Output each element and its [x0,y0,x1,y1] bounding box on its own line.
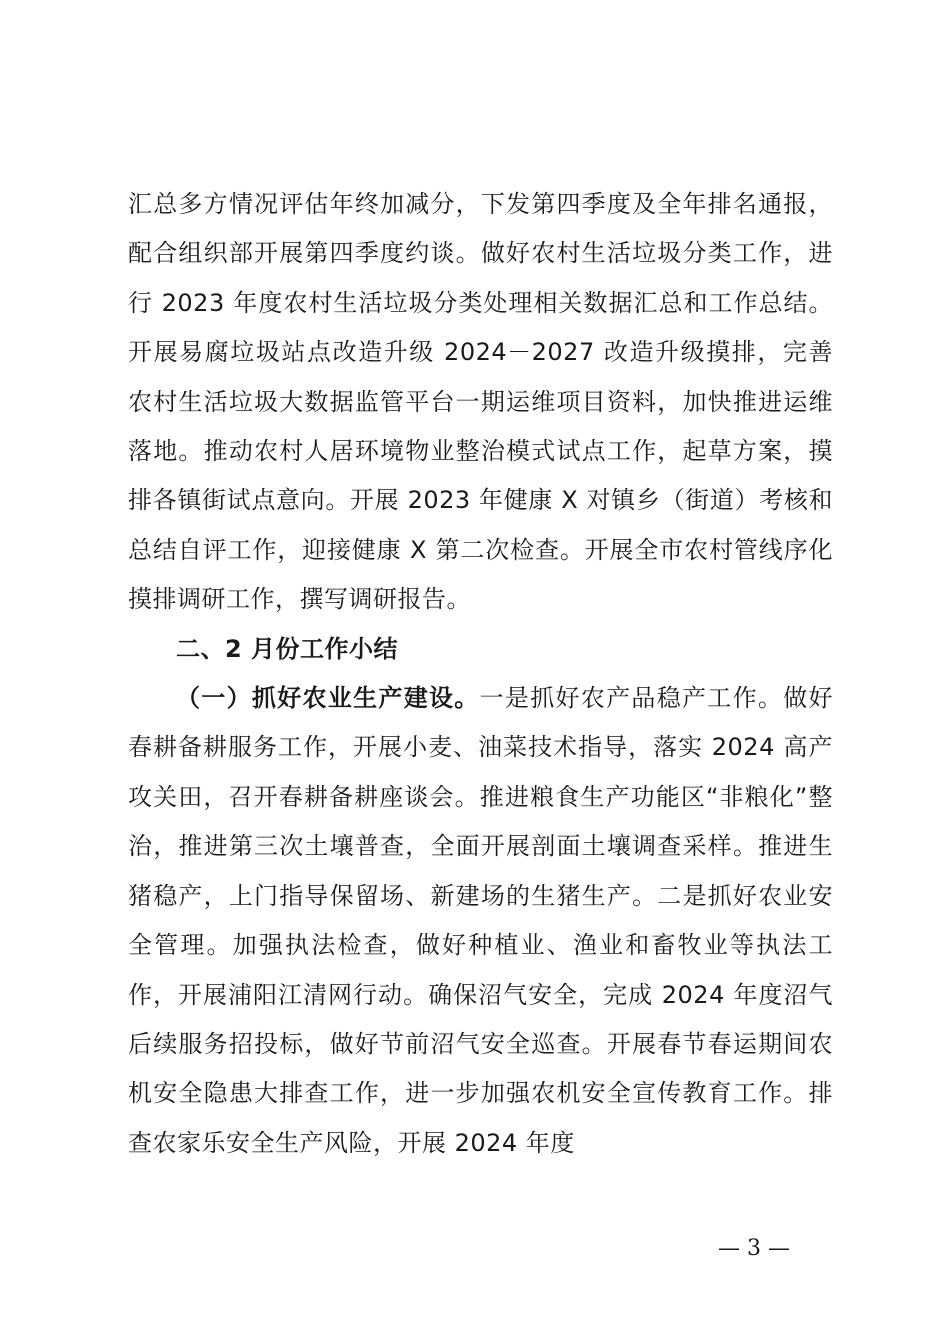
document-body [128,180,833,1168]
continued-paragraph: 汇总多方情况评估年终加减分，下发第四季度及全年排名通报，配合组织部开展第四季度约谈。做好农村生活垃圾分类工作，进行 2023 年度农村生活垃圾分类处理相关数据汇总和工作总结。开展易腐垃圾站点改造升级 2024－2027 改造升级摸排，完善农村生活垃圾大数据监管平台一期运维项目资料，加快推进运维落地。推动农村人居环境物业整治模式试点工作，起草方案，摸排各镇街试点意向。开展 2023 年健康 X 对镇乡（街道）考核和总结自评工作，迎接健康 X 第二次检查。开展全市农村管线序化摸排调研工作，撰写调研报告。 [128,190,833,614]
subsection-paragraph [128,674,833,1168]
subsection-lead: （一）抓好农业生产建设。 [176,684,480,713]
page-number: — 3 — [718,1236,790,1261]
subsection-body: 一是抓好农产品稳产工作。做好春耕备耕服务工作，开展小麦、油菜技术指导，落实 2024 高产攻关田，召开春耕备耕座谈会。推进粮食生产功能区“非粮化”整治，推进第三次土壤普查，全面开展剖面土壤调查采样。推进生猪稳产，上门指导保留场、新建场的生猪生产。二是抓好农业安全管理。加强执法检查，做好种植业、渔业和畜牧业等执法工作，开展浦阳江清网行动。确保沼气安全，完成 2024 年度沼气后续服务招投标，做好节前沼气安全巡查。开展春节春运期间农机安全隐患大排查工作，进一步加强农机安全宣传教育工作。排查农家乐安全生产风险，开展 2024 年度 [128,684,834,1157]
section-heading: 二、2 月份工作小结 [176,634,399,663]
